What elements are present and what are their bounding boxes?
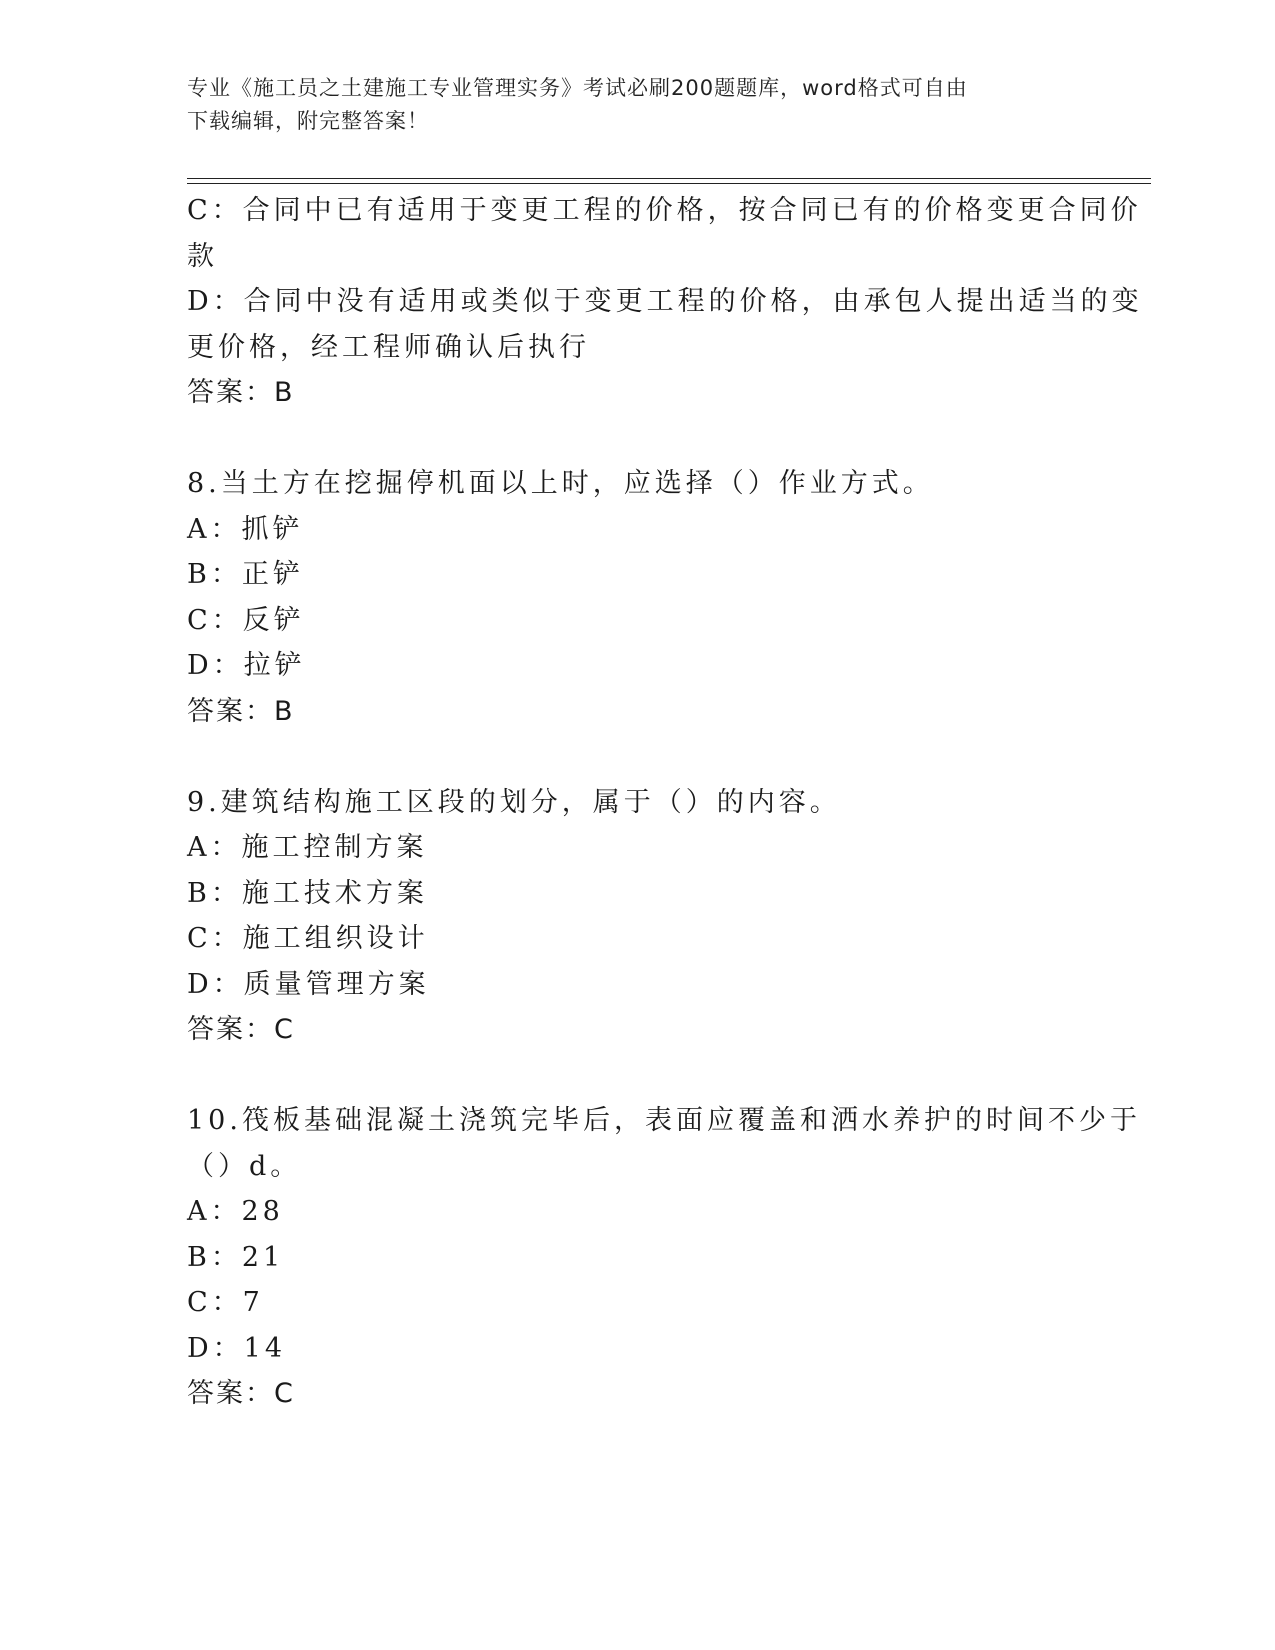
- option-b: B：正铲: [187, 559, 304, 590]
- question-stem-line-1: 10.筏板基础混凝土浇筑完毕后，表面应覆盖和洒水养护的时间不少于: [187, 1105, 1141, 1136]
- option-c-line-1: C：合同中已有适用于变更工程的价格，按合同已有的价格变更合同价: [187, 195, 1142, 226]
- option-b: B：施工技术方案: [187, 877, 428, 909]
- spacer: [187, 1053, 1087, 1099]
- header-divider-bottom: [187, 183, 1151, 184]
- spacer: [187, 734, 1087, 780]
- header-divider-top: [187, 178, 1151, 179]
- option-c-line-2: 款: [187, 240, 218, 272]
- option-d: D：质量管理方案: [187, 968, 430, 1000]
- question-stem-line-2: （）d。: [187, 1150, 302, 1182]
- header-line-1: 专业《施工员之土建施工专业管理实务》考试必刷200题题库，word格式可自由: [187, 76, 968, 100]
- question-stem: 9.建筑结构施工区段的划分，属于（）的内容。: [187, 786, 841, 818]
- option-d: D：14: [187, 1332, 287, 1364]
- question-7-continuation: [187, 188, 1143, 416]
- question-8: [187, 461, 1087, 734]
- option-c: C：施工组织设计: [187, 923, 429, 954]
- answer: 答案：B: [187, 695, 295, 727]
- option-d: D：拉铲: [187, 650, 306, 681]
- question-9: [187, 780, 1087, 1053]
- option-d-line-2: 更价格，经工程师确认后执行: [187, 331, 590, 363]
- answer: 答案：B: [187, 377, 295, 408]
- question-list: [187, 188, 1143, 1417]
- answer: 答案：C: [187, 1014, 295, 1045]
- option-c: C：7: [187, 1287, 264, 1318]
- answer: 答案：C: [187, 1378, 295, 1409]
- spacer: [187, 416, 1087, 462]
- document-header: [187, 72, 1067, 138]
- option-d-line-1: D：合同中没有适用或类似于变更工程的价格，由承包人提出适当的变: [187, 286, 1143, 317]
- question-10: [187, 1098, 1141, 1417]
- option-c: C：反铲: [187, 604, 305, 636]
- option-a: A：抓铲: [187, 513, 304, 545]
- option-a: A：施工控制方案: [187, 832, 428, 863]
- question-stem: 8.当土方在挖掘停机面以上时，应选择（）作业方式。: [187, 468, 934, 499]
- option-b: B：21: [187, 1241, 285, 1273]
- option-a: A：28: [187, 1196, 284, 1227]
- header-line-2: 下载编辑，附完整答案！: [187, 109, 429, 133]
